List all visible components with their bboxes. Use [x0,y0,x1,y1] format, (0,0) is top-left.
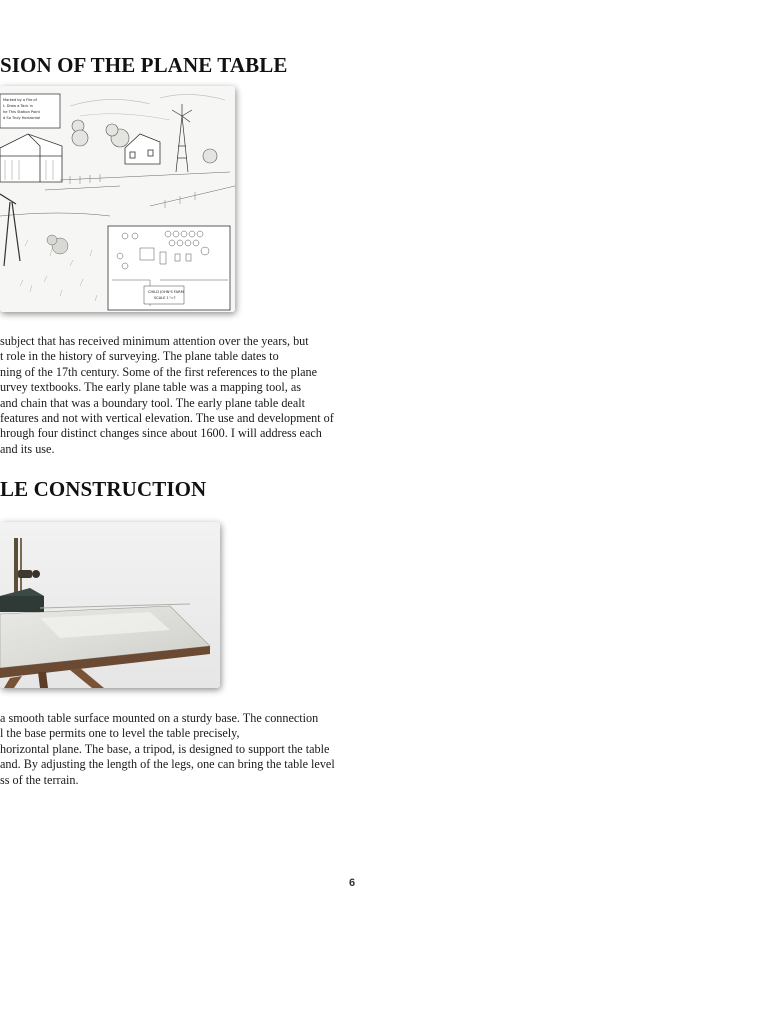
history-paragraph [0,334,334,457]
caption-box-line: Marked by a File of [3,98,37,102]
paragraph-line: a smooth table surface mounted on a sturdy base. The connection [0,711,319,725]
caption-box-line: t. Draw a Tack in [3,104,33,108]
page-number: 6 [349,877,356,889]
paragraph-line: and chain that was a boundary tool. The early plane table dealt [0,395,306,410]
farm-sketch-image [0,86,235,312]
paragraph-line: ning of the 17th century. Some of the first references to the plane [0,364,317,379]
paragraph-line: and. By adjusting the length of the legs, one can bring the table level [0,757,335,772]
paragraph-line: horizontal plane. The base, a tripod, is designed to support the table [0,741,330,756]
map-caption-line: SCALE 1"=? [154,296,176,300]
construction-paragraph [0,711,335,788]
caption-box-line: d So Truly Horizontal [3,116,41,120]
paragraph-line: urvey textbooks. The early plane table was a mapping tool, as [0,380,301,395]
paragraph-line: l the base permits one to level the table precisely, [0,726,240,741]
paragraph-line: subject that has received minimum attention over the years, but [0,334,309,348]
surveyor-farm-illustration [0,86,235,312]
paragraph-line: t role in the history of surveying. The plane table dates to [0,349,279,364]
paragraph-line: hrough four distinct changes since about 1600. I will address each [0,426,322,441]
paragraph-line: ss of the terrain. [0,772,79,787]
paragraph-line: features and not with vertical elevation. The use and development of [0,411,334,426]
map-caption-line: CHILD JOHN'S FARM [148,290,184,294]
paragraph-line: and its use. [0,441,55,456]
section-heading-construction: LE CONSTRUCTION [0,477,207,501]
section-heading-history: SION OF THE PLANE TABLE [0,53,288,77]
plane-table-photo [0,522,220,688]
caption-box-line: he This Station Point [3,110,40,114]
plane-table-image [0,522,220,688]
